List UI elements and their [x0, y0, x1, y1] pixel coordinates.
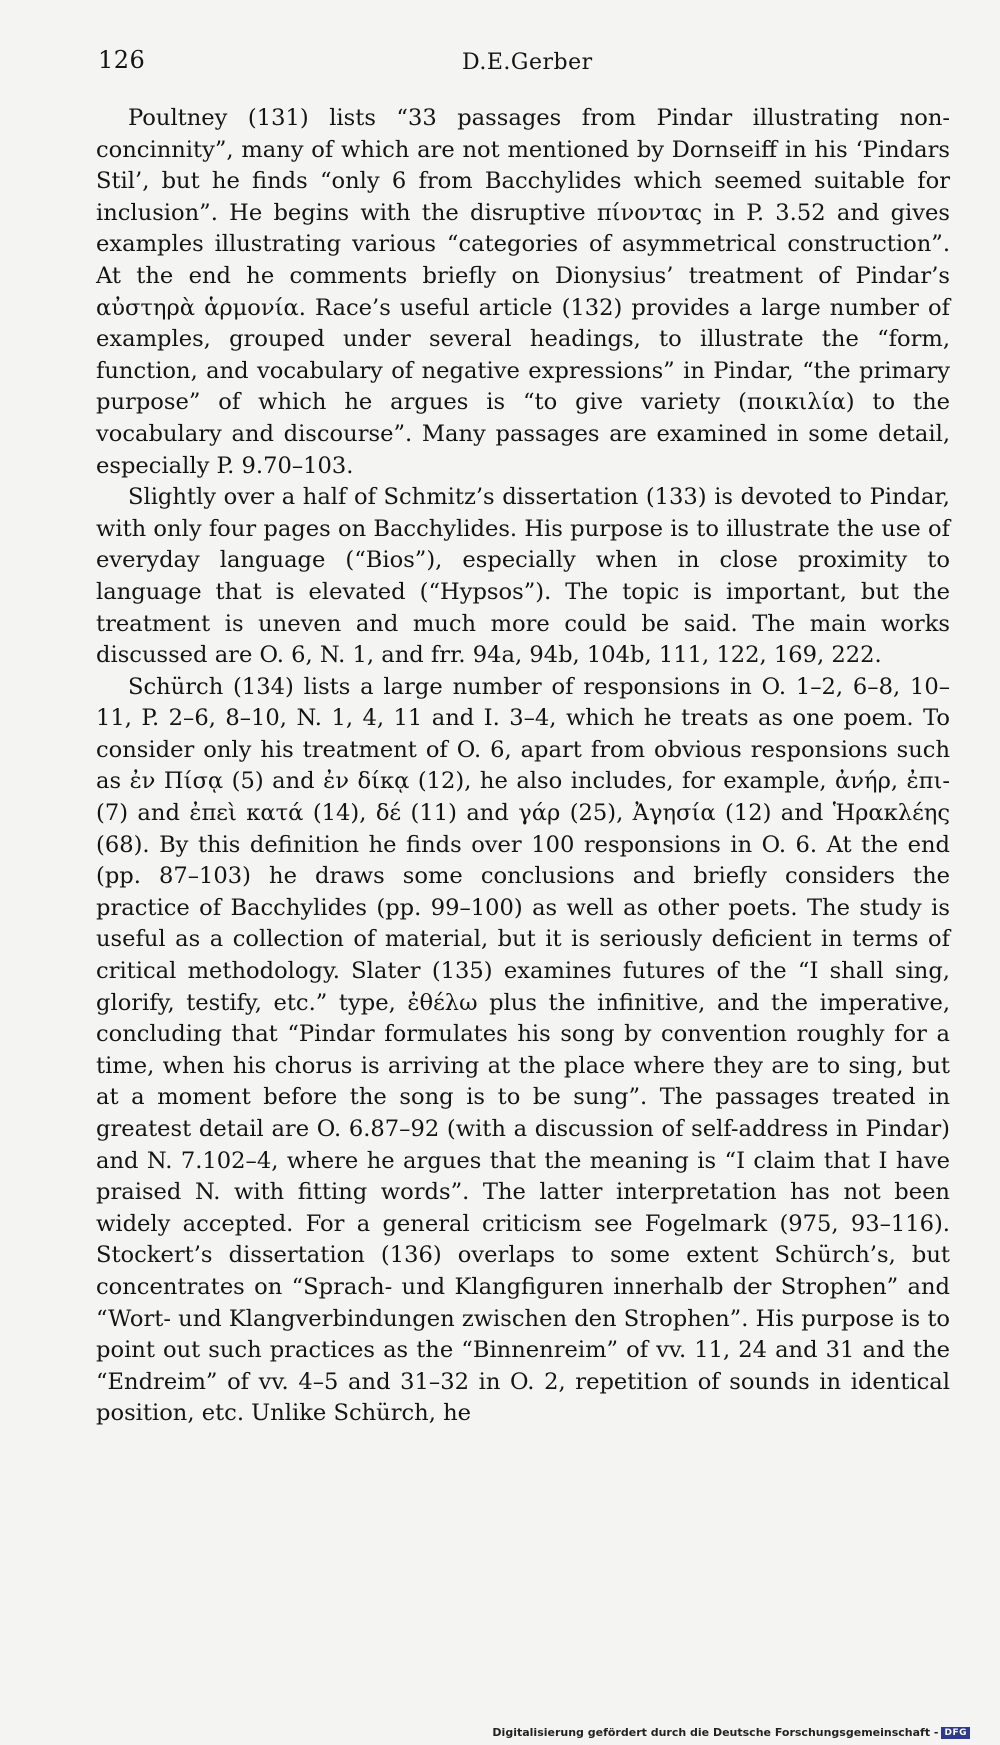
body-text	[96, 103, 950, 1430]
paragraph-1: Poultney (131) lists “33 passages from Pindar illustrating non-concinnity”, many of which are not mentioned by Dornseiff in his ‘Pindars Stil’, but he finds “only 6 from Bacchylides which seemed suitable for inclusion”. He begins with the disruptive πίνοντας in P. 3.52 and gives examples illustrating various “categories of asymmetrical construction”. At the end he comments briefly on Dionysius’ treatment of Pindar’s αὐστηρὰ ἁρμονία. Race’s useful article (132) provides a large number of examples, grouped under several headings, to illustrate the “form, function, and vocabulary of negative expressions” in Pindar, “the primary purpose” of which he argues is “to give variety (ποικιλία) to the vocabulary and discourse”. Many passages are examined in some detail, especially P. 9.70–103.	[96, 105, 950, 479]
footer	[492, 1726, 970, 1739]
page-number: 126	[98, 46, 146, 74]
paragraph-3: Schürch (134) lists a large number of responsions in O. 1–2, 6–8, 10–11, P. 2–6, 8–10, N. 1, 4, 11 and I. 3–4, which he treats as one poem. To consider only his treatment of O. 6, apart from obvious responsions such as ἐν Πίσᾳ (5) and ἐν δίκᾳ (12), he also includes, for example, ἀνήρ, ἐπι- (7) and ἐπεὶ κατά (14), δέ (11) and γάρ (25), Ἀγησία (12) and Ἡρακλέης (68). By this definition he finds over 100 responsions in O. 6. At the end (pp. 87–103) he draws some conclusions and briefly considers the practice of Bacchylides (pp. 99–100) as well as other poets. The study is useful as a collection of material, but it is seriously deficient in terms of critical methodology. Slater (135) examines futures of the “I shall sing, glorify, testify, etc.” type, ἐθέλω plus the infinitive, and the imperative, concluding that “Pindar formulates his song by convention roughly for a time, when his chorus is arriving at the place where they are to sing, but at a moment before the song is to be sung”. The passages treated in greatest detail are O. 6.87–92 (with a discussion of self-address in Pindar) and N. 7.102–4, where he argues that the meaning is “I claim that I have praised N. with fitting words”. The latter interpretation has not been widely accepted. For a general criticism see Fogelmark (975, 93–116). Stockert’s dissertation (136) overlaps to some extent Schürch’s, but concentrates on “Sprach- und Klangfiguren innerhalb der Strophen” and “Wort- und Klangverbindungen zwischen den Strophen”. His purpose is to point out such practices as the “Binnenreim” of vv. 11, 24 and 31 and the “Endreim” of vv. 4–5 and 31–32 in O. 2, repetition of sounds in identical position, etc. Unlike Schürch, he	[96, 673, 950, 1427]
paragraph-2: Slightly over a half of Schmitz’s dissertation (133) is devoted to Pindar, with only four pages on Bacchylides. His purpose is to illustrate the use of everyday language (“Bios”), especially when in close proximity to language that is elevated (“Hypsos”). The topic is important, but the treatment is uneven and much more could be said. The main works discussed are O. 6, N. 1, and frr. 94a, 94b, 104b, 111, 122, 169, 222.	[96, 484, 950, 669]
dfg-logo-icon: DFG	[941, 1727, 970, 1739]
running-head: D.E.Gerber	[462, 50, 593, 75]
footer-text: Digitalisierung gefördert durch die Deutsche Forschungsgemeinschaft -	[492, 1726, 939, 1739]
